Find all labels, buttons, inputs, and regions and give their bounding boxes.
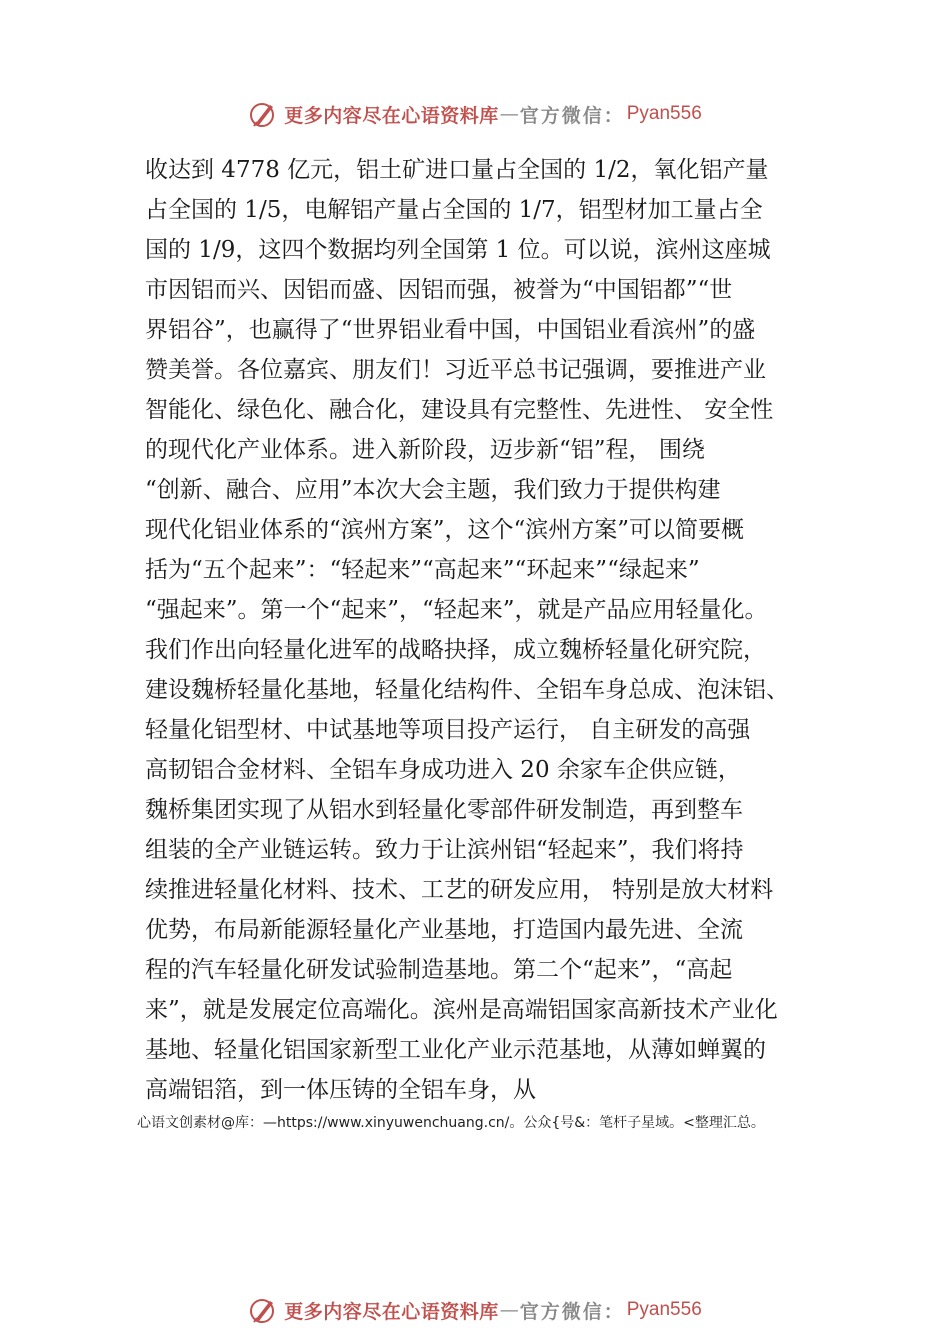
body-line: 我们作出向轻量化进军的战略抉择，成立魏桥轻量化研究院，: [145, 637, 766, 663]
body-line: 赞美誉。各位嘉宾、朋友们！习近平总书记强调，要推进产业: [145, 357, 766, 383]
body-line: 建设魏桥轻量化基地，轻量化结构件、全铝车身总成、泡沫铝、: [145, 677, 789, 703]
body-line: “创新、融合、应用”本次大会主题，我们致力于提供构建: [145, 477, 721, 503]
banner-wechat-id: Pyan556: [626, 1299, 702, 1320]
body-line: 高端铝箔，到一体压铸的全铝车身，从: [145, 1077, 536, 1103]
banner-main-text: 更多内容尽在心语资料库: [284, 104, 499, 127]
source-footnote: 心语文创素材@库：—https://www.xinyuwenchuang.cn/。公众{号&：笔杆子星域。<整理汇总。: [137, 1115, 765, 1131]
body-line: 优势，布局新能源轻量化产业基地，打造国内最先进、全流: [145, 917, 743, 943]
banner-main-text: 更多内容尽在心语资料库: [284, 1300, 499, 1323]
banner-wechat-id: Pyan556: [626, 103, 702, 124]
body-line: 现代化铝业体系的“滨州方案”，这个“滨州方案”可以简要概: [145, 517, 745, 543]
quill-pen-logo-icon: [248, 99, 278, 129]
body-line: 占全国的 1/5，电解铝产量占全国的 1/7，铝型材加工量占全: [145, 197, 763, 223]
body-line: 程的汽车轻量化研发试验制造基地。第二个“起来”，“高起: [145, 957, 733, 983]
document-body: [145, 150, 820, 1110]
body-line: 续推进轻量化材料、技术、工艺的研发应用， 特别是放大材料: [145, 877, 774, 903]
body-line: “强起来”。第一个“起来”，“轻起来”，就是产品应用轻量化。: [145, 597, 768, 623]
body-line: 高韧铝合金材料、全铝车身成功进入 20 余家车企供应链，: [145, 757, 741, 783]
header-banner: [0, 94, 950, 134]
body-line: 组装的全产业链运转。致力于让滨州铝“轻起来”，我们将持: [145, 837, 744, 863]
body-line: 界铝谷”，也赢得了“世界铝业看中国，中国铝业看滨州”的盛: [145, 317, 756, 343]
banner-dash: —: [499, 1299, 519, 1321]
banner-wechat-label: 官方微信：: [519, 104, 625, 127]
body-line: 轻量化铝型材、中试基地等项目投产运行， 自主研发的高强: [145, 717, 751, 743]
body-line: 国的 1/9，这四个数据均列全国第 1 位。可以说，滨州这座城: [145, 237, 771, 263]
banner-dash: —: [499, 103, 519, 125]
body-line: 市因铝而兴、因铝而盛、因铝而强，被誉为“中国铝都”“世: [145, 277, 733, 303]
body-line: 来”，就是发展定位高端化。滨州是高端铝国家高新技术产业化: [145, 997, 778, 1023]
quill-pen-logo-icon: [248, 1295, 278, 1325]
body-line: 基地、轻量化铝国家新型工业化产业示范基地，从薄如蝉翼的: [145, 1037, 766, 1063]
body-line: 括为“五个起来”：“轻起来”“高起来”“环起来”“绿起来”: [145, 557, 700, 583]
body-line: 智能化、绿色化、融合化，建设具有完整性、先进性、 安全性: [145, 397, 774, 423]
body-line: 的现代化产业体系。进入新阶段，迈步新“铝”程， 围绕: [145, 437, 705, 463]
body-line: 收达到 4778 亿元，铝土矿进口量占全国的 1/2，氧化铝产量: [145, 157, 769, 183]
footer-banner: [0, 1290, 950, 1330]
body-line: 魏桥集团实现了从铝水到轻量化零部件研发制造，再到整车: [145, 797, 743, 823]
banner-wechat-label: 官方微信：: [519, 1300, 625, 1323]
